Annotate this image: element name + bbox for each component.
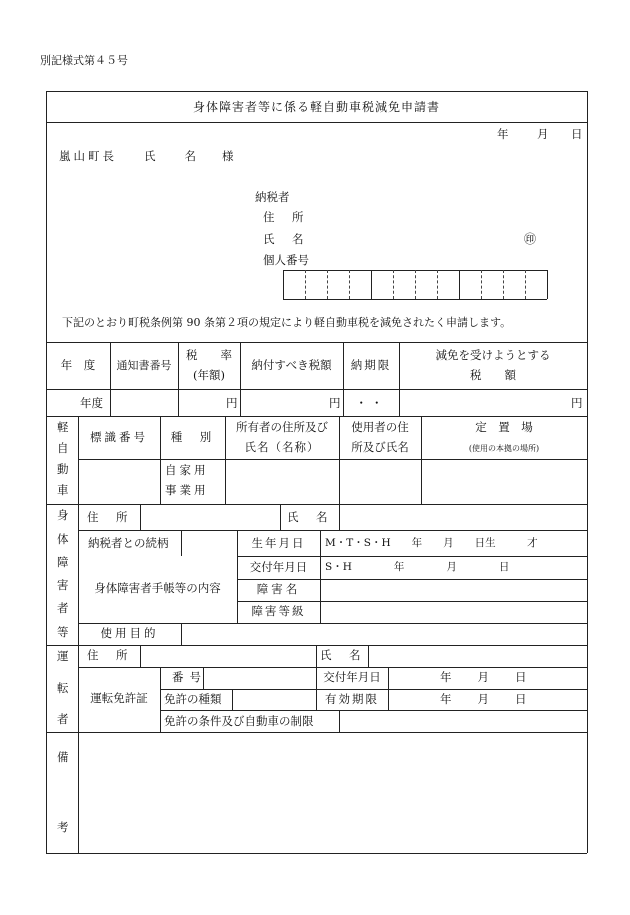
disabled-section-char-5: 者 — [57, 601, 69, 615]
vehicle-section-char-3: 動 — [57, 462, 69, 476]
notebook-content-label: 身体障害者手帳等の内容 — [94, 581, 221, 595]
owner-header: 所有者の住所及び — [236, 420, 328, 434]
date-year: 年 — [497, 127, 509, 141]
reduction-header: 減免を受けようとする — [435, 348, 551, 362]
disabled-address-label: 住 所 — [87, 510, 131, 524]
storage-place-header: 定 置 場 — [475, 420, 533, 434]
my-number-label: 個人番号 — [263, 253, 309, 267]
owner-name-header: 氏名（名称） — [244, 440, 320, 454]
vehicle-section-char-4: 車 — [57, 483, 69, 497]
driver-address-label: 住 所 — [87, 648, 131, 662]
notice-number-header: 通知書番号 — [116, 359, 172, 372]
remarks-bottom-char: 考 — [57, 820, 69, 834]
business-use-label: 事業用 — [165, 483, 209, 497]
issue-date-value: S・H 年 月 日 — [325, 561, 510, 573]
license-issue-label: 交付年月日 — [323, 670, 381, 684]
tax-rate-annual-header: (年額) — [193, 368, 225, 382]
application-statement: 下記のとおり町税条例第 90 条第２項の規定により軽自動車税を減免されたく申請します。 — [62, 316, 512, 329]
driver-section-char-1: 運 — [57, 649, 69, 663]
user-name-header: 所及び氏名 — [351, 440, 409, 454]
driver-license-label: 運転免許証 — [90, 691, 148, 705]
tax-rate-header: 税 率 — [186, 348, 232, 362]
taxpayer-label: 納税者 — [255, 190, 290, 204]
disabled-section-char-3: 障 — [57, 555, 69, 569]
disability-grade-label: 障害等級 — [251, 604, 306, 618]
addressee-mayor: 嵐山町長 — [59, 149, 117, 163]
tax-rate-unit: 円 — [226, 396, 238, 410]
storage-place-note: (使用の本拠の場所) — [468, 444, 540, 453]
license-conditions-label: 免許の条件及び自動車の制限 — [164, 714, 314, 728]
disabled-section-char-1: 身 — [57, 508, 69, 522]
reduction-amount-header: 税 額 — [470, 368, 516, 382]
vehicle-section-char-1: 軽 — [57, 420, 69, 434]
private-use-label: 自家用 — [165, 463, 209, 477]
deadline-cell: ・・ — [355, 396, 387, 410]
vehicle-section-char-2: 自 — [57, 441, 69, 455]
disabled-section-char-4: 害 — [57, 578, 69, 592]
amount-due-header: 納付すべき税額 — [251, 358, 332, 372]
remarks-top-char: 備 — [57, 750, 69, 764]
issue-date-label: 交付年月日 — [249, 560, 308, 574]
license-type-label: 免許の種類 — [164, 692, 222, 706]
seal-mark: ㊞ — [524, 232, 537, 246]
relation-label: 納税者との続柄 — [88, 536, 169, 550]
addressee-name: 氏 名 — [144, 149, 198, 163]
birth-date-value: M・T・S・H 年 月 日生 才 — [325, 537, 538, 549]
driver-section-char-2: 転 — [57, 681, 69, 695]
user-header: 使用者の住 — [351, 420, 409, 434]
license-issue-value: 年 月 日 — [440, 670, 528, 684]
birth-date-label: 生年月日 — [251, 536, 306, 550]
license-expiry-label: 有効期限 — [325, 692, 379, 706]
date-month: 月 — [537, 127, 549, 141]
form-title: 身体障害者等に係る軽自動車税減免申請書 — [192, 100, 440, 114]
date-day: 日 — [571, 127, 583, 141]
license-number-label: 番号 — [172, 670, 207, 684]
tax-year-cell: 年度 — [80, 396, 103, 410]
applicant-name-label: 氏 名 — [263, 232, 307, 246]
tax-year-header: 年 度 — [60, 358, 96, 372]
driver-section-char-3: 者 — [57, 712, 69, 726]
vehicle-category-header: 種 別 — [170, 430, 215, 444]
disabled-name-label: 氏 名 — [287, 510, 331, 524]
reduction-amount-unit: 円 — [571, 396, 583, 410]
disabled-section-char-6: 等 — [57, 625, 69, 639]
driver-name-label: 氏 名 — [320, 648, 364, 662]
usage-purpose-label: 使用目的 — [100, 626, 159, 640]
disability-name-label: 障害名 — [256, 582, 301, 596]
amount-due-unit: 円 — [329, 396, 341, 410]
applicant-address-label: 住 所 — [263, 210, 307, 224]
license-expiry-value: 年 月 日 — [440, 692, 528, 706]
form-number: 別記様式第４５号 — [40, 54, 128, 67]
plate-number-header: 標識番号 — [90, 430, 148, 444]
addressee-honorific: 様 — [222, 149, 234, 163]
disabled-section-char-2: 体 — [57, 532, 69, 546]
deadline-header: 納期限 — [350, 358, 392, 372]
